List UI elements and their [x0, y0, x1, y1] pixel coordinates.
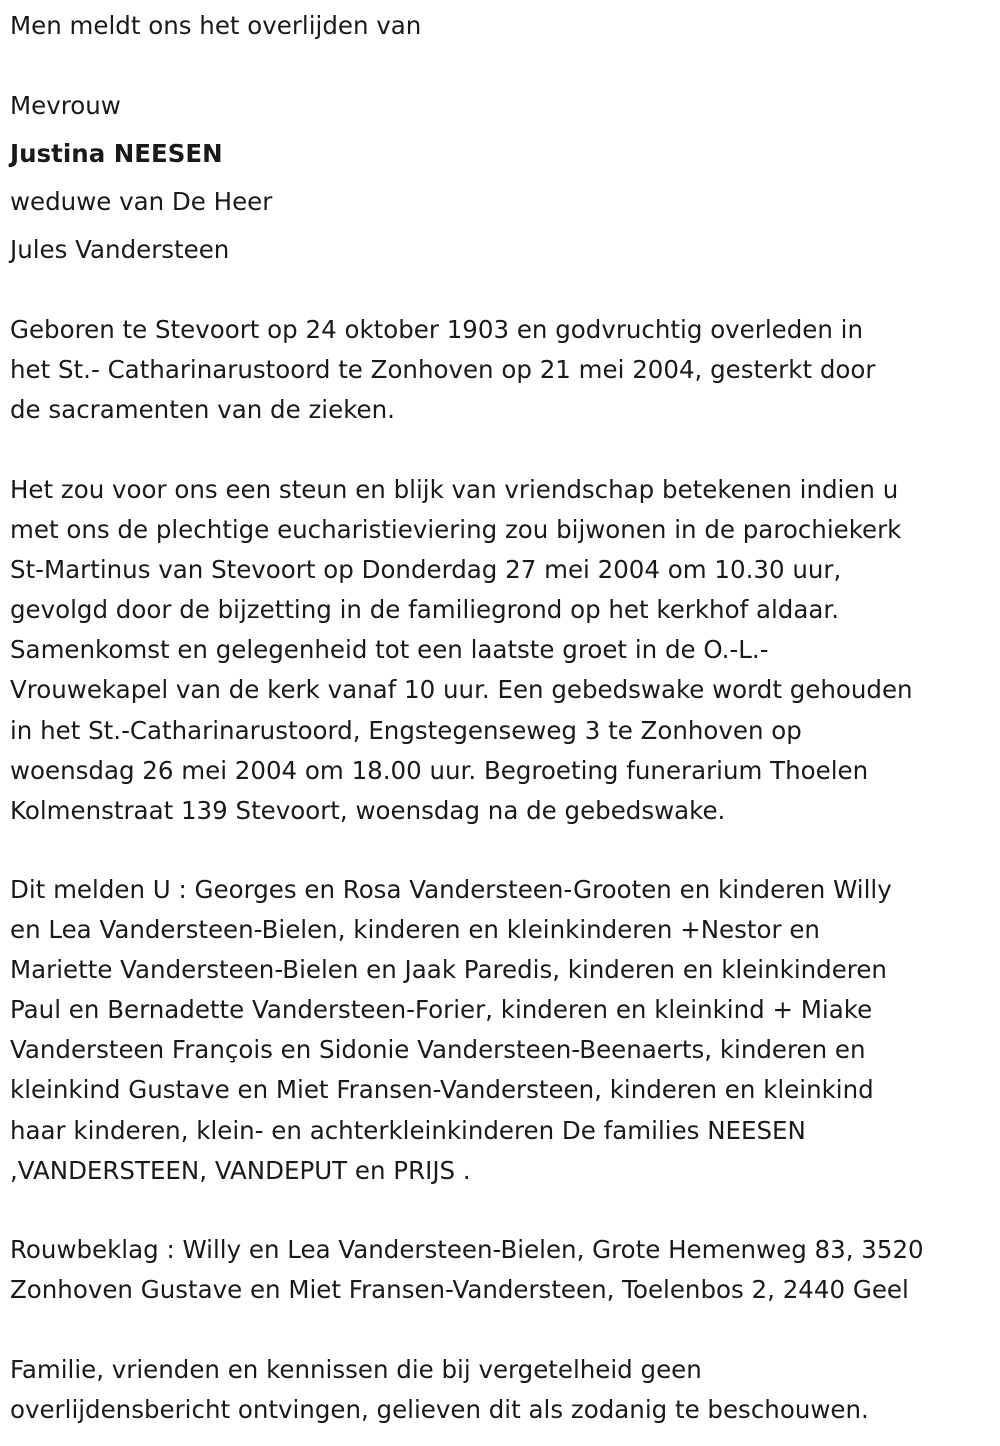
paragraph-line: en Lea Vandersteen-Bielen, kinderen en kleinkinderen +Nestor en	[10, 915, 820, 945]
ceremony-paragraph	[10, 470, 995, 831]
paragraph-line: Vrouwekapel van de kerk vanaf 10 uur. Een gebedswake wordt gehouden	[10, 675, 913, 705]
honorific: Mevrouw	[10, 91, 121, 120]
deceased-name: Justina NEESEN	[10, 139, 223, 168]
condolences-paragraph	[10, 1230, 995, 1310]
intro-text: Men meldt ons het overlijden van	[10, 11, 422, 40]
paragraph-line: Kolmenstraat 139 Stevoort, woensdag na de gebedswake.	[10, 795, 726, 825]
paragraph-line: woensdag 26 mei 2004 om 18.00 uur. Begroeting funerarium Thoelen	[10, 755, 869, 785]
paragraph-line: Het zou voor ons een steun en blijk van vriendschap betekenen indien u	[10, 475, 899, 504]
widow-line: weduwe van De Heer	[10, 187, 273, 216]
paragraph-line: Mariette Vandersteen-Bielen en Jaak Paredis, kinderen en kleinkinderen	[10, 955, 887, 985]
paragraph-line: de sacramenten van de zieken.	[10, 395, 395, 425]
paragraph-line: Dit melden U : Georges en Rosa Vandersteen-Grooten en kinderen Willy	[10, 875, 892, 904]
paragraph-line: overlijdensbericht ontvingen, gelieven dit als zodanig te beschouwen.	[10, 1395, 869, 1425]
paragraph-line: met ons de plechtige eucharistieviering zou bijwonen in de parochiekerk	[10, 515, 902, 545]
paragraph-line: Vandersteen François en Sidonie Vandersteen-Beenaerts, kinderen en	[10, 1035, 866, 1065]
paragraph-line: Rouwbeklag : Willy en Lea Vandersteen-Bielen, Grote Hemenweg 83, 3520	[10, 1235, 924, 1264]
paragraph-line: Geboren te Stevoort op 24 oktober 1903 en godvruchtig overleden in	[10, 315, 863, 344]
spouse-name: Jules Vandersteen	[10, 235, 230, 264]
paragraph-line: in het St.-Catharinarustoord, Engstegenseweg 3 te Zonhoven op	[10, 715, 802, 745]
family-paragraph	[10, 870, 995, 1191]
paragraph-line: kleinkind Gustave en Miet Fransen-Vandersteen, kinderen en kleinkind	[10, 1075, 874, 1105]
paragraph-line: ,VANDERSTEEN, VANDEPUT en PRIJS .	[10, 1155, 471, 1185]
closing-paragraph	[10, 1350, 995, 1430]
paragraph-line: Zonhoven Gustave en Miet Fransen-Vandersteen, Toelenbos 2, 2440 Geel	[10, 1275, 909, 1305]
paragraph-line: Paul en Bernadette Vandersteen-Forier, kinderen en kleinkind + Miake	[10, 995, 873, 1025]
birth-death-paragraph	[10, 310, 995, 430]
paragraph-line: Samenkomst en gelegenheid tot een laatste groet in de O.-L.-	[10, 635, 769, 665]
paragraph-line: haar kinderen, klein- en achterkleinkinderen De families NEESEN	[10, 1115, 806, 1145]
paragraph-line: St-Martinus van Stevoort op Donderdag 27 mei 2004 om 10.30 uur,	[10, 555, 842, 585]
paragraph-line: gevolgd door de bijzetting in de familiegrond op het kerkhof aldaar.	[10, 595, 839, 625]
paragraph-line: het St.- Catharinarustoord te Zonhoven op 21 mei 2004, gesterkt door	[10, 355, 876, 385]
paragraph-line: Familie, vrienden en kennissen die bij vergetelheid geen	[10, 1355, 702, 1384]
